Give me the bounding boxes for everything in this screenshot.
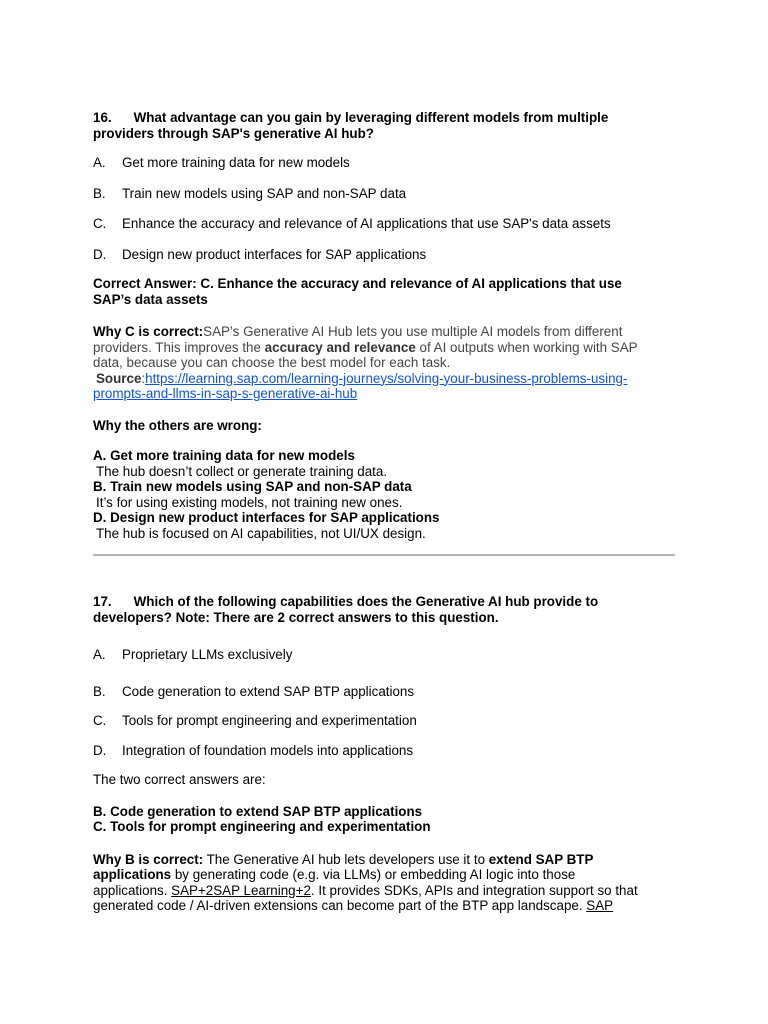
q17-option-c [93, 713, 683, 729]
q16-correct-line1: Correct Answer: C. Enhance the accuracy and relevance of AI applications that use [93, 276, 622, 291]
q17-answer-1: B. Code generation to extend SAP BTP applications [93, 803, 423, 819]
q17-option-a [93, 647, 683, 663]
q16-why-correct [93, 324, 683, 402]
section-divider [93, 554, 675, 556]
q16-source-link-cont[interactable]: prompts-and-llms-in-sap-s-generative-ai-hub [93, 386, 358, 401]
q17-question-line2: developers? Note: There are 2 correct answers to this question. [93, 609, 499, 625]
q17-option-letter: A. [93, 647, 106, 662]
q17-why-correct [93, 852, 683, 914]
q16-correct-line2: SAP’s data assets [93, 291, 208, 307]
q16-option-text: Get more training data for new models [122, 155, 350, 170]
q17-option-b [93, 684, 683, 700]
q16-source-label: Source [96, 370, 142, 386]
q16-option-b [93, 186, 683, 202]
q16-why-text3: data, because you can choose the best model for each task. [93, 355, 451, 370]
q16-wrong-b-title: B. Train new models using SAP and non-SAP data [93, 479, 412, 494]
q17-option-d [93, 743, 683, 759]
q16-option-a [93, 155, 683, 171]
q16-wrong-a-reason: The hub doesn’t collect or generate training data. [96, 463, 388, 479]
q16-option-letter: D. [93, 246, 107, 262]
q16-why-text2a: providers. This improves the [93, 339, 265, 355]
q17-option-text: Integration of foundation models into applications [122, 742, 414, 758]
q17-why-label: Why B is correct: [93, 851, 204, 867]
q16-source-link[interactable]: https://learning.sap.com/learning-journeys/solving-your-business-problems-using- [145, 370, 628, 386]
q17-why-bold1: extend SAP BTP [488, 851, 594, 867]
q16-option-text: Enhance the accuracy and relevance of AI applications that use SAP's data assets [122, 216, 611, 231]
q16-why-text2b: of AI outputs when working with SAP [415, 339, 638, 355]
q17-option-letter: B. [93, 683, 106, 699]
q17-ref-link-2[interactable]: SAP [586, 898, 614, 913]
document-page [93, 110, 683, 914]
q16-wrong-b-reason: It’s for using existing models, not training new ones. [96, 494, 403, 510]
q16-option-text: Design new product interfaces for SAP applications [122, 246, 427, 262]
q16-correct-answer [93, 276, 683, 307]
q17-option-text: Code generation to extend SAP BTP applications [122, 683, 415, 699]
q17-option-letter: C. [93, 713, 107, 728]
q17-why-text3b: . It provides SDKs, APIs and integration support so that [310, 882, 638, 898]
q17-question [93, 594, 683, 625]
q16-wrong-a-title: A. Get more training data for new models [93, 448, 355, 463]
q17-why-text3a: applications. [93, 882, 172, 898]
q16-option-letter: A. [93, 155, 106, 170]
q16-source-colon: : [141, 370, 146, 386]
q16-option-text: Train new models using SAP and non-SAP data [122, 185, 407, 201]
q16-question [93, 110, 683, 141]
q17-two-correct-intro: The two correct answers are: [93, 772, 266, 787]
q17-answers [93, 804, 683, 835]
q16-option-letter: B. [93, 185, 106, 201]
q17-question-line1: Which of the following capabilities does the Generative AI hub provide to [133, 594, 599, 609]
q16-question-line2: providers through SAP's generative AI hub? [93, 125, 374, 141]
q17-ref-link-1[interactable]: SAP+2SAP Learning+2 [171, 882, 311, 898]
q16-option-c [93, 216, 683, 232]
q16-question-line1: What advantage can you gain by leveraging different models from multiple [133, 110, 609, 125]
q17-option-text: Tools for prompt engineering and experimentation [122, 713, 417, 728]
q17-option-text: Proprietary LLMs exclusively [122, 647, 293, 662]
q16-why-label: Why C is correct: [93, 324, 204, 339]
q16-option-d [93, 247, 683, 263]
q16-wrong-list [93, 448, 683, 541]
q16-option-letter: C. [93, 216, 107, 231]
q16-others-heading: Why the others are wrong: [93, 417, 262, 433]
q17-why-text1a: The Generative AI hub lets developers use it to [203, 851, 489, 867]
q17-why-text2: by generating code (e.g. via LLMs) or embedding AI logic into those [171, 867, 576, 882]
q17-why-text4a: generated code / AI-driven extensions can become part of the BTP app landscape. [93, 898, 587, 913]
q17-option-letter: D. [93, 742, 107, 758]
q16-number: 16. [93, 110, 112, 125]
q17-why-bold2: applications [93, 867, 172, 882]
q17-answer-2: C. Tools for prompt engineering and experimentation [93, 819, 431, 834]
q16-wrong-d-title: D. Design new product interfaces for SAP applications [93, 510, 440, 525]
q16-why-bold: accuracy and relevance [264, 339, 416, 355]
q16-why-text1: SAP’s Generative AI Hub lets you use multiple AI models from different [203, 324, 623, 339]
q16-wrong-d-reason: The hub is focused on AI capabilities, not UI/UX design. [96, 525, 426, 541]
q17-number: 17. [93, 594, 112, 609]
